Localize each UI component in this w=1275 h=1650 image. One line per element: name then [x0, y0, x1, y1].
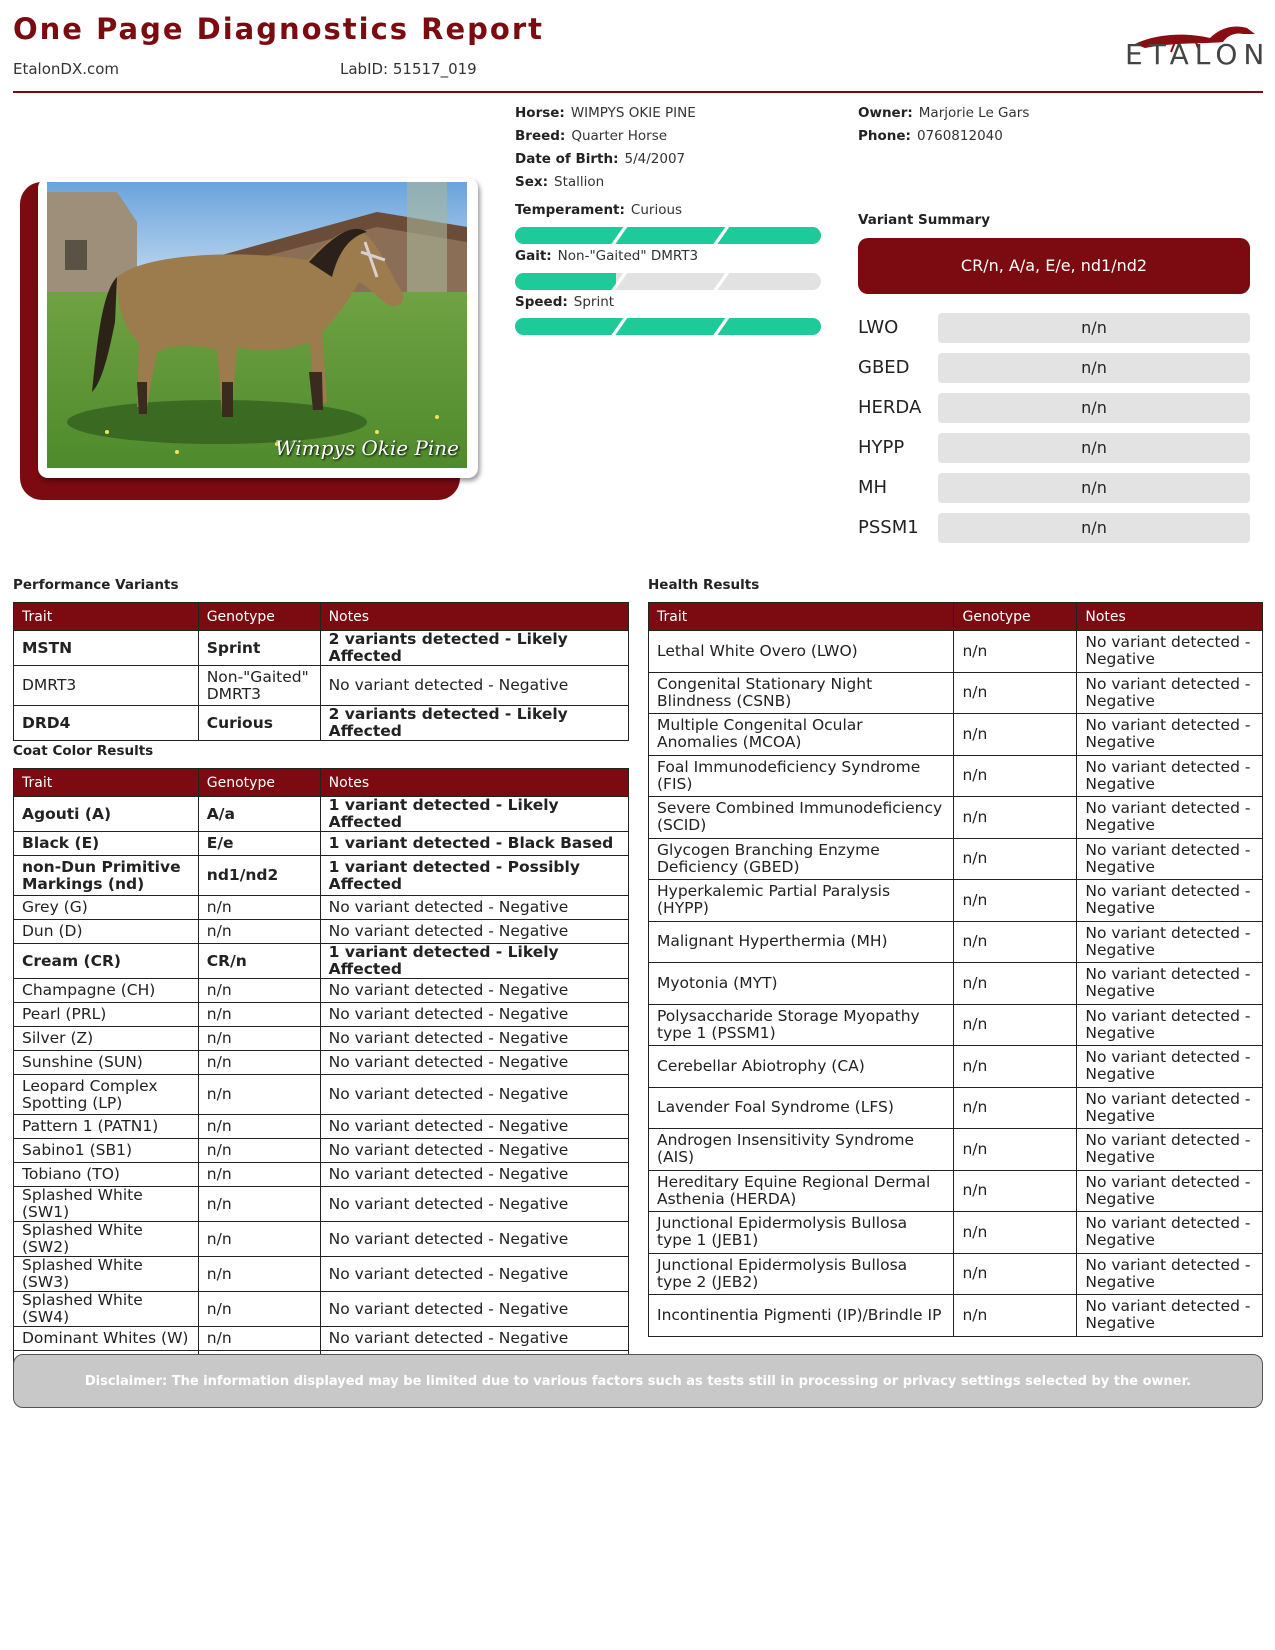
cell-notes: No variant detected - Negative — [320, 1163, 628, 1187]
cell-notes: No variant detected - Negative — [320, 1327, 628, 1351]
variant-value-pssm1: n/n — [938, 513, 1250, 543]
gait-row — [515, 248, 698, 264]
health-label: Health Results — [648, 577, 760, 593]
cell-notes: No variant detected - Negative — [320, 1187, 628, 1222]
cell-notes: No variant detected - Negative — [1077, 921, 1263, 963]
cell-trait: Sabino1 (SB1) — [14, 1139, 199, 1163]
column-header: Trait — [14, 603, 199, 631]
cell-notes: 1 variant detected - Likely Affected — [320, 944, 628, 979]
table-header-row — [14, 603, 629, 631]
table-row — [649, 755, 1263, 797]
variant-value-mh: n/n — [938, 473, 1250, 503]
cell-notes: No variant detected - Negative — [1077, 1004, 1263, 1046]
table-row — [14, 832, 629, 856]
variant-summary-label: Variant Summary — [858, 212, 991, 228]
cell-trait: non-Dun Primitive Markings (nd) — [14, 856, 199, 896]
table-row — [649, 921, 1263, 963]
cell-notes: No variant detected - Negative — [1077, 1295, 1263, 1337]
page-title: One Page Diagnostics Report — [13, 12, 544, 46]
speed-value: Sprint — [573, 294, 615, 310]
table-row — [649, 1129, 1263, 1171]
cell-genotype: n/n — [198, 1139, 320, 1163]
horse-photo-image — [47, 182, 467, 468]
cell-notes: 2 variants detected - Likely Affected — [320, 631, 628, 666]
owner-value: Marjorie Le Gars — [918, 105, 1030, 121]
cell-notes: No variant detected - Negative — [1077, 880, 1263, 922]
speed-label: Speed: — [515, 294, 568, 310]
sex-value: Stallion — [554, 174, 605, 190]
cell-trait: Pearl (PRL) — [14, 1003, 199, 1027]
cell-trait: Malignant Hyperthermia (MH) — [649, 921, 954, 963]
variant-name-lwo: LWO — [858, 317, 899, 338]
temperament-label: Temperament: — [515, 202, 625, 218]
cell-genotype: n/n — [954, 755, 1077, 797]
cell-notes: No variant detected - Negative — [1077, 1129, 1263, 1171]
cell-genotype: n/n — [954, 1170, 1077, 1212]
column-header: Genotype — [954, 603, 1077, 631]
cell-trait: Splashed White (SW4) — [14, 1292, 199, 1327]
cell-notes: No variant detected - Negative — [1077, 1087, 1263, 1129]
cell-notes: 1 variant detected - Black Based — [320, 832, 628, 856]
cell-notes: 2 variants detected - Likely Affected — [320, 706, 628, 741]
cell-trait: Severe Combined Immunodeficiency (SCID) — [649, 797, 954, 839]
cell-notes: No variant detected - Negative — [1077, 797, 1263, 839]
table-row — [14, 1075, 629, 1115]
table-row — [649, 1212, 1263, 1254]
phone-label: Phone: — [858, 128, 911, 144]
column-header: Notes — [1077, 603, 1263, 631]
variant-value-lwo: n/n — [938, 313, 1250, 343]
cell-notes: No variant detected - Negative — [320, 1257, 628, 1292]
cell-genotype: n/n — [954, 797, 1077, 839]
cell-genotype: n/n — [198, 1075, 320, 1115]
cell-notes: No variant detected - Negative — [320, 1003, 628, 1027]
variant-summary-box: CR/n, A/a, E/e, nd1/nd2 — [858, 238, 1250, 294]
cell-trait: Cerebellar Abiotrophy (CA) — [649, 1046, 954, 1088]
performance-table — [13, 602, 629, 741]
cell-notes: No variant detected - Negative — [320, 1222, 628, 1257]
temperament-value: Curious — [630, 202, 683, 218]
bar-fill — [515, 227, 821, 244]
table-row — [649, 1253, 1263, 1295]
cell-genotype: n/n — [954, 631, 1077, 673]
table-row — [14, 1222, 629, 1257]
cell-genotype: n/n — [198, 1027, 320, 1051]
table-row — [649, 1046, 1263, 1088]
cell-notes: No variant detected - Negative — [1077, 963, 1263, 1005]
cell-genotype: n/n — [954, 1004, 1077, 1046]
table-row — [14, 1292, 629, 1327]
cell-trait: Silver (Z) — [14, 1027, 199, 1051]
table-row — [649, 838, 1263, 880]
cell-trait: Agouti (A) — [14, 797, 199, 832]
table-row — [649, 963, 1263, 1005]
cell-trait: Foal Immunodeficiency Syndrome (FIS) — [649, 755, 954, 797]
cell-notes: No variant detected - Negative — [320, 666, 628, 706]
temperament-bar — [515, 227, 821, 244]
horse-name-row — [515, 105, 696, 121]
horse-name: WIMPYS OKIE PINE — [570, 105, 696, 121]
cell-notes: No variant detected - Negative — [320, 979, 628, 1003]
table-row — [649, 672, 1263, 714]
cell-notes: No variant detected - Negative — [320, 1051, 628, 1075]
cell-genotype: n/n — [954, 1295, 1077, 1337]
cell-trait: Incontinentia Pigmenti (IP)/Brindle IP — [649, 1295, 954, 1337]
table-row — [14, 1027, 629, 1051]
column-header: Trait — [649, 603, 954, 631]
cell-notes: No variant detected - Negative — [1077, 631, 1263, 673]
cell-trait: Androgen Insensitivity Syndrome (AIS) — [649, 1129, 954, 1171]
table-header-row — [14, 769, 629, 797]
cell-genotype: n/n — [954, 714, 1077, 756]
cell-trait: Leopard Complex Spotting (LP) — [14, 1075, 199, 1115]
cell-trait: Sunshine (SUN) — [14, 1051, 199, 1075]
table-row — [649, 714, 1263, 756]
cell-notes: No variant detected - Negative — [320, 1115, 628, 1139]
cell-genotype: n/n — [198, 1327, 320, 1351]
column-header: Notes — [320, 603, 628, 631]
cell-trait: Hereditary Equine Regional Dermal Asthenia (HERDA) — [649, 1170, 954, 1212]
variant-name-mh: MH — [858, 477, 888, 498]
dob-label: Date of Birth: — [515, 151, 619, 167]
table-row — [649, 1087, 1263, 1129]
column-header: Notes — [320, 769, 628, 797]
table-row — [14, 1163, 629, 1187]
phone-value: 0760812040 — [916, 128, 1003, 144]
cell-genotype: n/n — [954, 963, 1077, 1005]
cell-genotype: n/n — [198, 1163, 320, 1187]
cell-genotype: n/n — [198, 979, 320, 1003]
cell-trait: Black (E) — [14, 832, 199, 856]
cell-notes: No variant detected - Negative — [320, 1139, 628, 1163]
cell-genotype: n/n — [198, 896, 320, 920]
cell-trait: Junctional Epidermolysis Bullosa type 2 (JEB2) — [649, 1253, 954, 1295]
table-row — [649, 1295, 1263, 1337]
table-row — [14, 1139, 629, 1163]
column-header: Genotype — [198, 769, 320, 797]
table-row — [14, 1327, 629, 1351]
cell-genotype: A/a — [198, 797, 320, 832]
phone-row — [858, 128, 1003, 144]
cell-trait: Pattern 1 (PATN1) — [14, 1115, 199, 1139]
cell-genotype: n/n — [198, 1115, 320, 1139]
cell-genotype: n/n — [954, 921, 1077, 963]
table-row — [649, 1170, 1263, 1212]
cell-genotype: n/n — [198, 1292, 320, 1327]
table-row — [14, 1051, 629, 1075]
cell-genotype: n/n — [198, 1003, 320, 1027]
cell-genotype: Curious — [198, 706, 320, 741]
cell-genotype: CR/n — [198, 944, 320, 979]
cell-trait: Junctional Epidermolysis Bullosa type 1 (JEB1) — [649, 1212, 954, 1254]
cell-genotype: n/n — [198, 1222, 320, 1257]
cell-trait: Dun (D) — [14, 920, 199, 944]
cell-genotype: n/n — [954, 1129, 1077, 1171]
bar-fill — [515, 318, 821, 335]
column-header: Trait — [14, 769, 199, 797]
table-row — [649, 631, 1263, 673]
owner-label: Owner: — [858, 105, 913, 121]
cell-trait: Congenital Stationary Night Blindness (CSNB) — [649, 672, 954, 714]
table-row — [649, 797, 1263, 839]
table-row — [14, 896, 629, 920]
cell-trait: Myotonia (MYT) — [649, 963, 954, 1005]
variant-name-hypp: HYPP — [858, 437, 905, 458]
table-row — [14, 1003, 629, 1027]
variant-name-herda: HERDA — [858, 397, 922, 418]
cell-notes: No variant detected - Negative — [320, 920, 628, 944]
cell-genotype: n/n — [198, 920, 320, 944]
cell-notes: No variant detected - Negative — [320, 896, 628, 920]
cell-genotype: nd1/nd2 — [198, 856, 320, 896]
cell-trait: Lavender Foal Syndrome (LFS) — [649, 1087, 954, 1129]
logo-text: ETALON — [1125, 38, 1271, 71]
table-row — [14, 1187, 629, 1222]
bar-separator — [711, 273, 730, 290]
cell-notes: No variant detected - Negative — [1077, 1046, 1263, 1088]
table-row — [649, 1004, 1263, 1046]
cell-trait: Polysaccharide Storage Myopathy type 1 (PSSM1) — [649, 1004, 954, 1046]
horse-photo — [47, 182, 467, 468]
table-header-row — [649, 603, 1263, 631]
cell-notes: No variant detected - Negative — [320, 1075, 628, 1115]
cell-genotype: n/n — [954, 1212, 1077, 1254]
gait-bar — [515, 273, 821, 290]
cell-notes: No variant detected - Negative — [1077, 755, 1263, 797]
cell-genotype: n/n — [198, 1051, 320, 1075]
dob-row — [515, 151, 685, 167]
cell-notes: No variant detected - Negative — [1077, 672, 1263, 714]
table-row — [14, 706, 629, 741]
cell-genotype: n/n — [198, 1257, 320, 1292]
speed-row — [515, 294, 614, 310]
cell-genotype: Sprint — [198, 631, 320, 666]
cell-notes: No variant detected - Negative — [1077, 1253, 1263, 1295]
cell-trait: Champagne (CH) — [14, 979, 199, 1003]
column-header: Genotype — [198, 603, 320, 631]
cell-trait: MSTN — [14, 631, 199, 666]
coat-table — [13, 768, 629, 1391]
dob-value: 5/4/2007 — [624, 151, 686, 167]
owner-row — [858, 105, 1029, 121]
bar-fill — [515, 273, 616, 290]
sex-label: Sex: — [515, 174, 548, 190]
cell-trait: Multiple Congenital Ocular Anomalies (MCOA) — [649, 714, 954, 756]
breed-value: Quarter Horse — [571, 128, 668, 144]
table-row — [14, 944, 629, 979]
speed-bar — [515, 318, 821, 335]
cell-genotype: n/n — [954, 672, 1077, 714]
site-link[interactable]: EtalonDX.com — [13, 60, 120, 78]
cell-notes: No variant detected - Negative — [1077, 1170, 1263, 1212]
cell-genotype: n/n — [954, 1046, 1077, 1088]
cell-trait: Grey (G) — [14, 896, 199, 920]
table-row — [14, 666, 629, 706]
table-row — [14, 1115, 629, 1139]
cell-notes: No variant detected - Negative — [1077, 714, 1263, 756]
variant-value-herda: n/n — [938, 393, 1250, 423]
cell-trait: Hyperkalemic Partial Paralysis (HYPP) — [649, 880, 954, 922]
cell-trait: DRD4 — [14, 706, 199, 741]
cell-trait: Tobiano (TO) — [14, 1163, 199, 1187]
gait-label: Gait: — [515, 248, 552, 264]
horse-label: Horse: — [515, 105, 565, 121]
cell-trait: DMRT3 — [14, 666, 199, 706]
performance-label: Performance Variants — [13, 577, 179, 593]
cell-notes: No variant detected - Negative — [320, 1027, 628, 1051]
variant-value-hypp: n/n — [938, 433, 1250, 463]
cell-trait: Glycogen Branching Enzyme Deficiency (GBED) — [649, 838, 954, 880]
cell-genotype: n/n — [954, 880, 1077, 922]
table-row — [14, 920, 629, 944]
temperament-row — [515, 202, 682, 218]
header-divider — [13, 91, 1263, 93]
cell-notes: No variant detected - Negative — [1077, 1212, 1263, 1254]
cell-notes: 1 variant detected - Possibly Affected — [320, 856, 628, 896]
cell-notes: 1 variant detected - Likely Affected — [320, 797, 628, 832]
cell-trait: Cream (CR) — [14, 944, 199, 979]
health-table — [648, 602, 1263, 1337]
variant-value-gbed: n/n — [938, 353, 1250, 383]
cell-genotype: Non-"Gaited" DMRT3 — [198, 666, 320, 706]
photo-caption: Wimpys Okie Pine — [275, 436, 459, 460]
cell-genotype: n/n — [954, 838, 1077, 880]
cell-genotype: E/e — [198, 832, 320, 856]
gait-value: Non-"Gaited" DMRT3 — [557, 248, 699, 264]
cell-trait: Dominant Whites (W) — [14, 1327, 199, 1351]
lab-id: LabID: 51517_019 — [340, 60, 477, 78]
cell-notes: No variant detected - Negative — [1077, 838, 1263, 880]
cell-trait: Lethal White Overo (LWO) — [649, 631, 954, 673]
cell-genotype: n/n — [954, 1253, 1077, 1295]
table-row — [649, 880, 1263, 922]
breed-label: Breed: — [515, 128, 566, 144]
cell-trait: Splashed White (SW3) — [14, 1257, 199, 1292]
cell-genotype: n/n — [954, 1087, 1077, 1129]
table-row — [14, 797, 629, 832]
cell-notes: No variant detected - Negative — [320, 1292, 628, 1327]
disclaimer: Disclaimer: The information displayed may be limited due to various factors such as tests still in processing or privacy settings selected by the owner. — [13, 1354, 1263, 1408]
table-row — [14, 979, 629, 1003]
cell-trait: Splashed White (SW2) — [14, 1222, 199, 1257]
table-row — [14, 1257, 629, 1292]
breed-row — [515, 128, 667, 144]
variant-name-gbed: GBED — [858, 357, 910, 378]
sex-row — [515, 174, 604, 190]
variant-name-pssm1: PSSM1 — [858, 517, 919, 538]
coat-label: Coat Color Results — [13, 743, 154, 759]
cell-genotype: n/n — [198, 1187, 320, 1222]
cell-trait: Splashed White (SW1) — [14, 1187, 199, 1222]
table-row — [14, 856, 629, 896]
table-row — [14, 631, 629, 666]
